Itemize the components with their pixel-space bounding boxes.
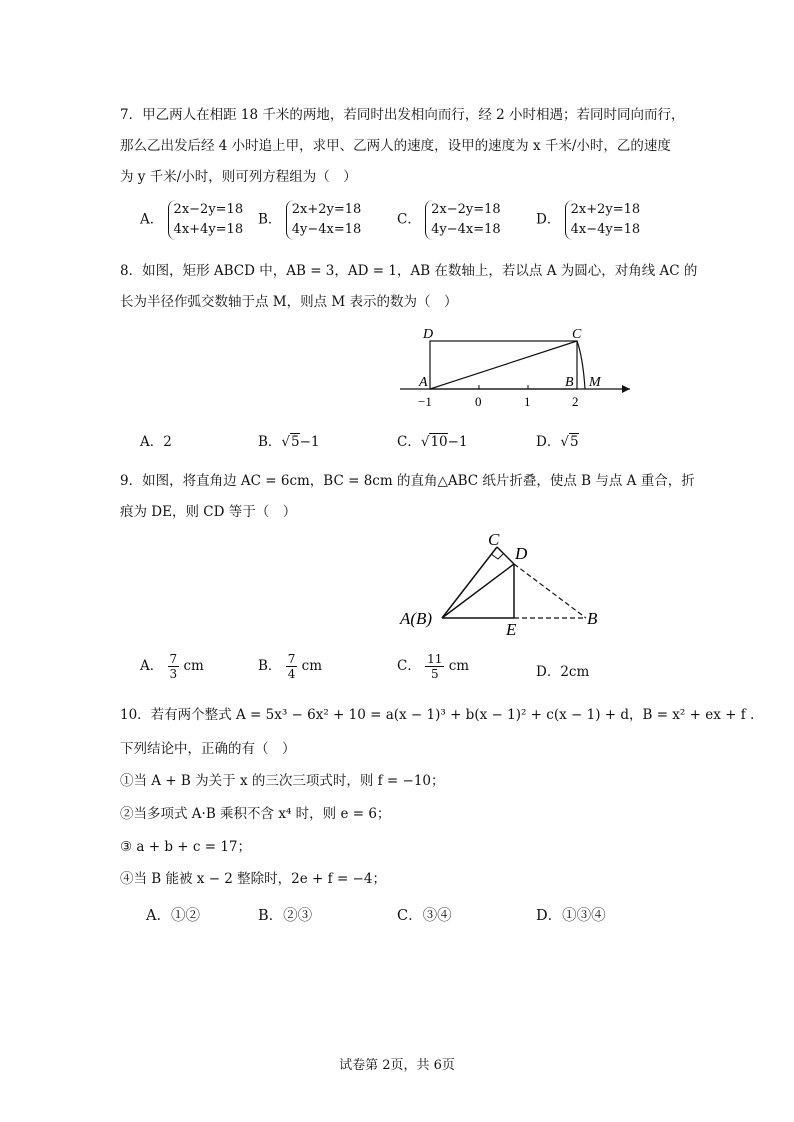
label-d: D: [515, 544, 528, 563]
q7-line3: 为 y 千米/小时，则可列方程组为（ ）: [120, 169, 357, 185]
q9-option-a[interactable]: A． $\frac{7}{3}$ cm: [140, 652, 204, 681]
q7-option-c[interactable]: C． 2x−2y=18 4y−4x=18: [397, 200, 501, 240]
q10-option-d[interactable]: D．①③④: [536, 908, 606, 924]
q9-option-b[interactable]: B． $\frac{7}{4}$ cm: [258, 652, 323, 681]
side-cd: [497, 547, 514, 564]
label-c: C: [572, 327, 582, 342]
q10-statement-1: ①当 A + B 为关于 x 的三次三项式时，则 f = −10；: [120, 773, 445, 789]
arrow-head-icon: [622, 385, 630, 393]
q7-option-b[interactable]: B． 2x+2y=18 4y−4x=18: [258, 200, 361, 240]
q9-triangle-figure: [396, 528, 606, 640]
q7-line2: 那么乙出发后经 4 小时追上甲，求甲、乙两人的速度，设甲的速度为 x 千米/小时，乙的速度: [120, 138, 671, 154]
q10-line2: 下列结论中，正确的有（ ）: [120, 741, 296, 757]
label-m: M: [589, 375, 601, 390]
label-e: E: [506, 620, 517, 639]
equation-system: 2x+2y=18 4y−4x=18: [286, 200, 362, 240]
dashed-db: [514, 564, 586, 618]
diagonal-ac: [430, 341, 577, 389]
q8-rectangle-figure: [390, 318, 640, 410]
fraction: $\frac{7}{4}$: [287, 652, 296, 681]
q7-option-a[interactable]: A． 2x−2y=18 4x+4y=18: [140, 200, 243, 240]
q7-line1: 7．甲乙两人在相距 18 千米的两地，若同时出发相向而行，经 2 小时相遇；若同时同向而行，: [120, 107, 685, 123]
q10-option-c[interactable]: C．③④: [397, 908, 452, 924]
arc: [577, 341, 585, 389]
q8-option-a[interactable]: A．2: [140, 434, 172, 450]
q9-option-d[interactable]: D．2cm: [536, 664, 590, 680]
tick-label: 0: [475, 394, 482, 409]
q10-line1: 10．若有两个整式 A = 5x³ − 6x² + 10 = a(x − 1)³ + b(x − 1)² + c(x − 1) + d，B = x² + ex + f .: [120, 707, 755, 723]
q10-statement-2: ②当多项式 A·B 乘积不含 x⁴ 时，则 e = 6；: [120, 806, 391, 822]
q8-option-d[interactable]: D．√5: [536, 434, 579, 450]
q9-line1: 9．如图，将直角边 AC = 6cm，BC = 8cm 的直角△ABC 纸片折叠，使点 B 与点 A 重合，折: [120, 473, 695, 489]
equation-system: 2x+2y=18 4x−4y=18: [565, 200, 641, 240]
tick-label: −1: [418, 394, 432, 409]
label-d: D: [423, 327, 434, 342]
fraction: $\frac{7}{3}$: [169, 652, 178, 681]
q9-option-c[interactable]: C． $\frac{11}{5}$ cm: [397, 652, 470, 681]
label-b: B: [587, 609, 598, 628]
label-c: C: [488, 530, 500, 549]
equation-system: 2x−2y=18 4x+4y=18: [168, 200, 244, 240]
q10-option-a[interactable]: A．①②: [146, 908, 200, 924]
q8-option-b[interactable]: B．√5−1: [258, 434, 320, 450]
label-a-b: A(B): [400, 609, 433, 628]
q10-option-b[interactable]: B．②③: [258, 908, 313, 924]
q10-statement-4: ④当 B 能被 x − 2 整除时，2e + f = −4；: [120, 871, 386, 887]
q8-line1: 8．如图，矩形 ABCD 中，AB = 3，AD = 1，AB 在数轴上，若以点 A 为圆心，对角线 AC 的: [120, 263, 698, 279]
fraction: $\frac{11}{5}$: [427, 652, 443, 681]
q8-line2: 长为半径作弧交数轴于点 M，则点 M 表示的数为（ ）: [120, 294, 458, 310]
page-footer: 试卷第 2页，共 6页: [339, 1058, 455, 1073]
q7-option-d[interactable]: D． 2x+2y=18 4x−4y=18: [536, 200, 640, 240]
right-angle-mark: [491, 553, 504, 559]
equation-system: 2x−2y=18 4y−4x=18: [425, 200, 501, 240]
tick-label: 2: [572, 394, 579, 409]
q10-statement-3: ③ a + b + c = 17；: [120, 839, 252, 855]
label-b: B: [565, 375, 574, 390]
q8-option-c[interactable]: C．√10−1: [397, 434, 468, 450]
q9-line2: 痕为 DE，则 CD 等于（ ）: [120, 504, 297, 520]
tick-label: 1: [524, 394, 531, 409]
label-a: A: [419, 375, 428, 390]
